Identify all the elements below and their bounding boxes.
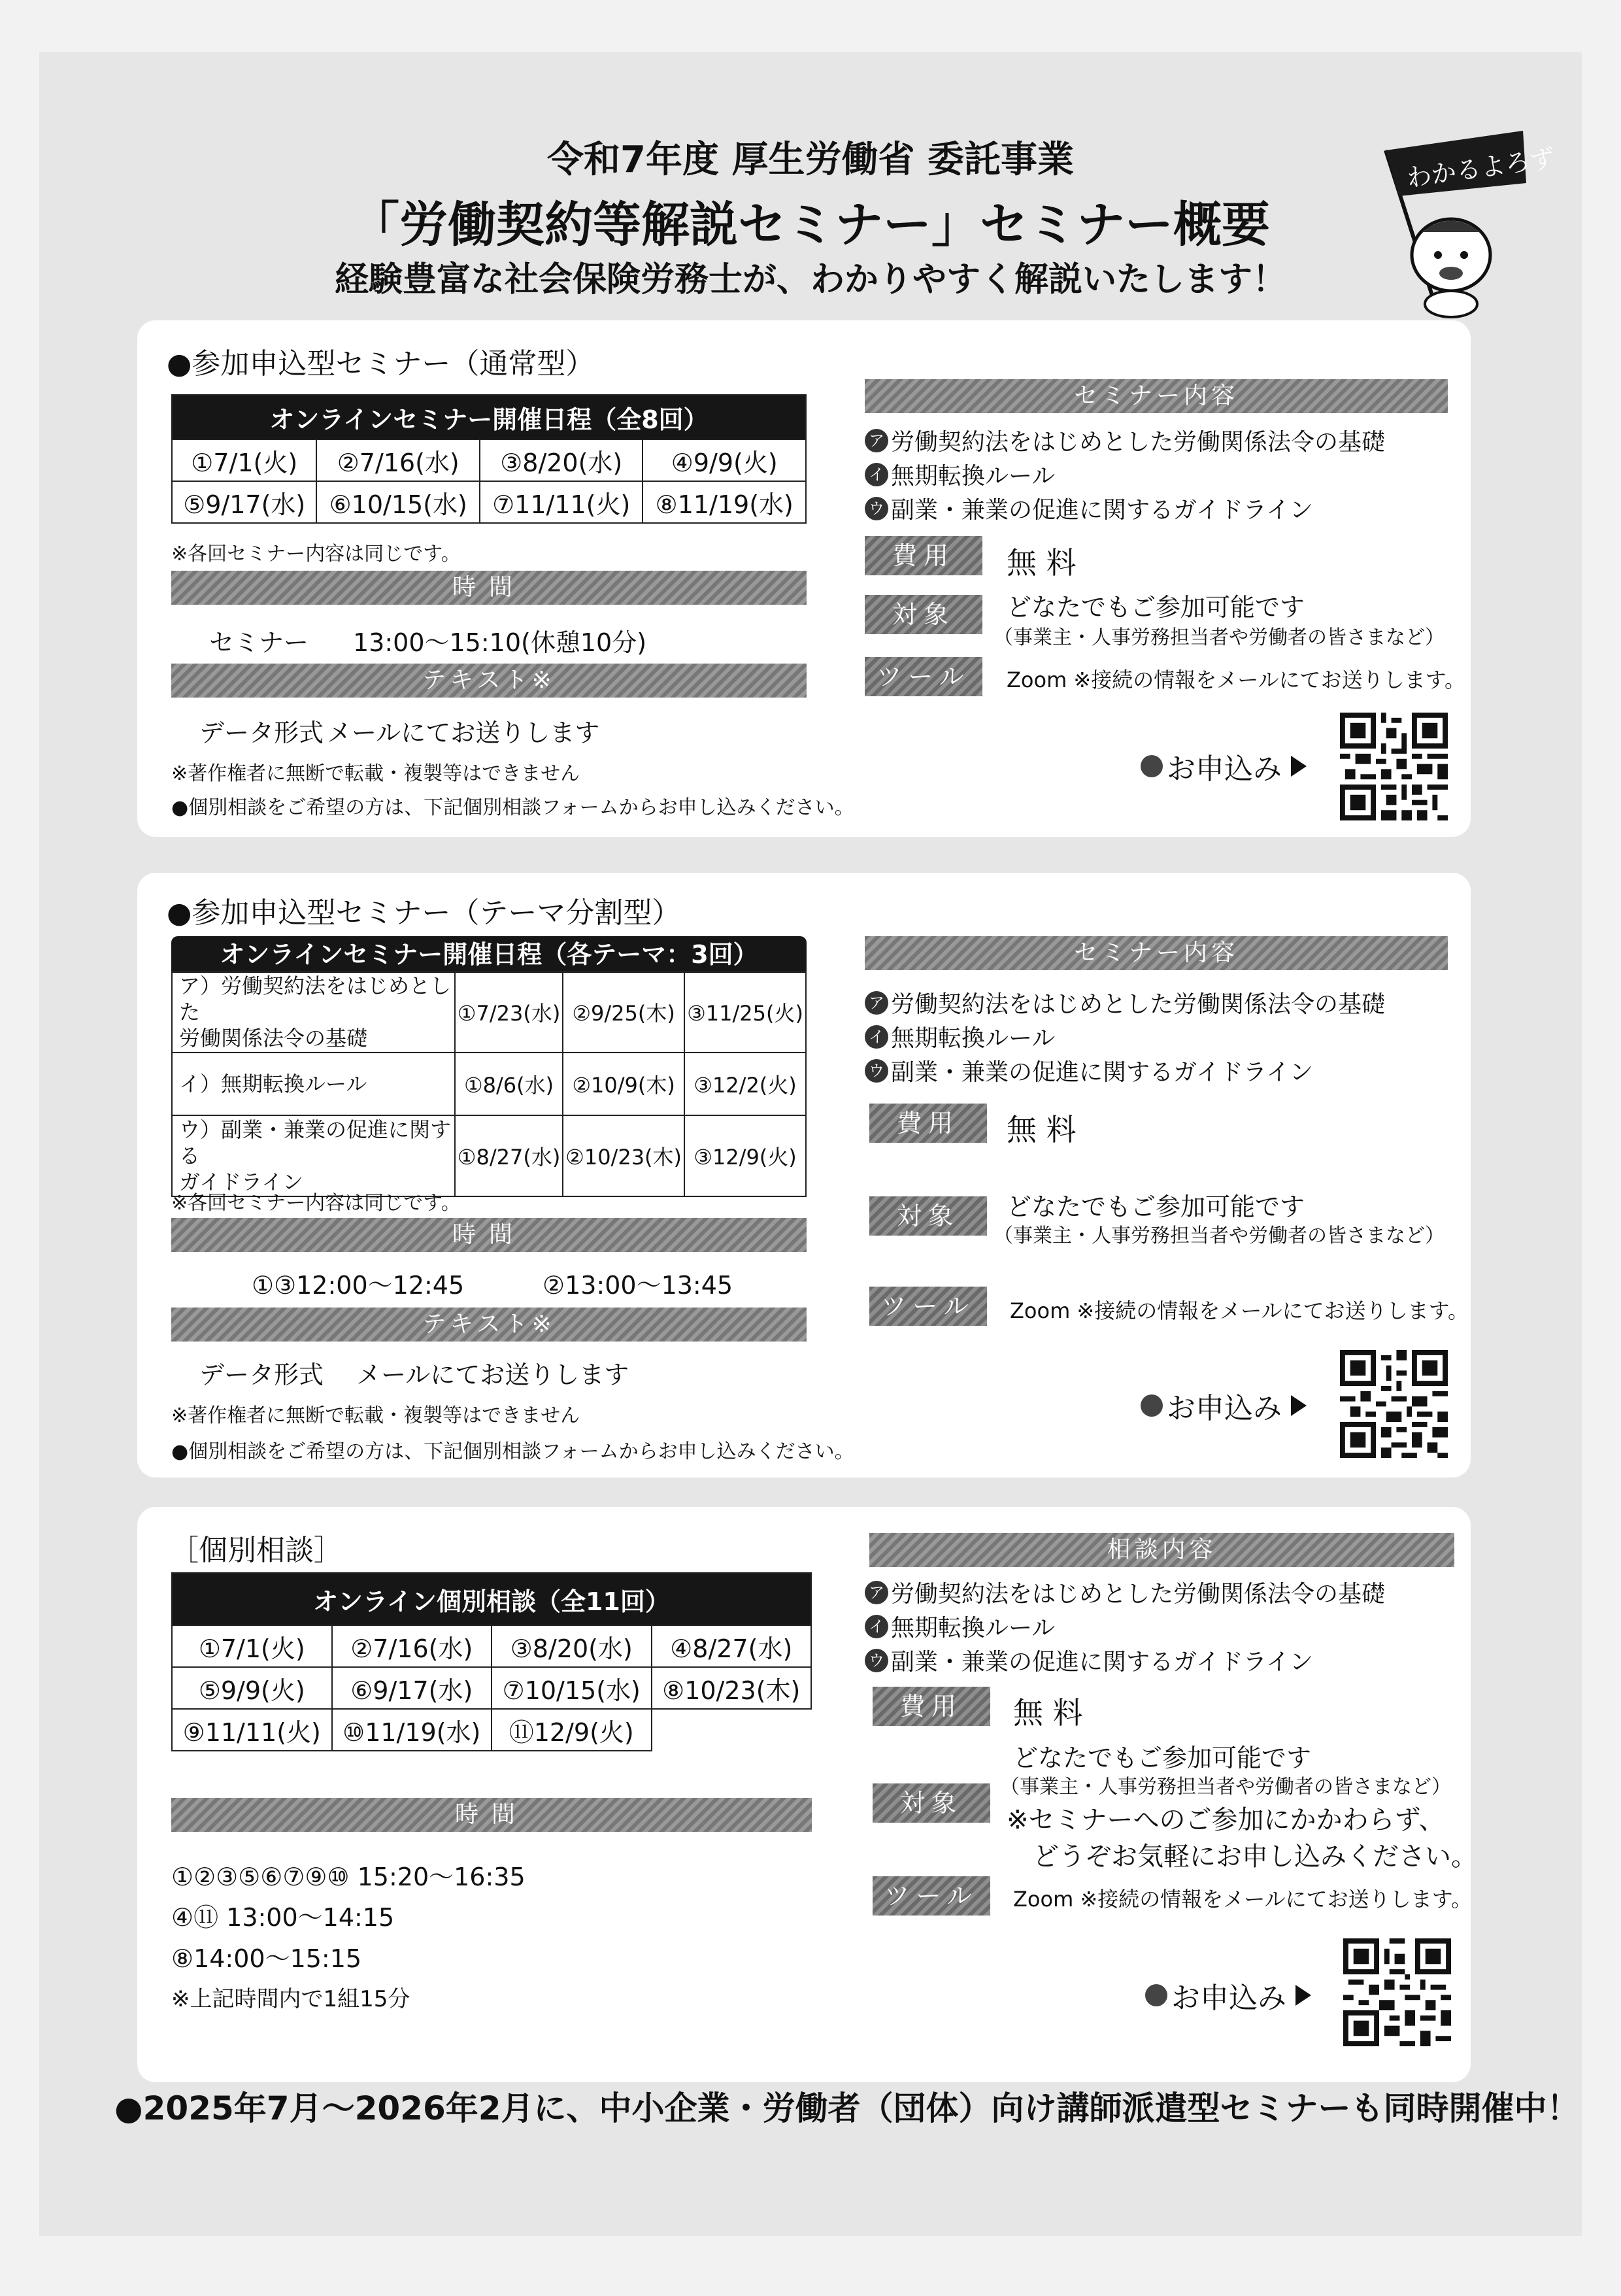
mark-i-icon: イ [865,1615,888,1638]
section2-consult-note: ●個別相談をご希望の方は、下記個別相談フォームからお申し込みください。 [171,1440,854,1463]
mark-u-icon: ウ [865,1649,888,1672]
arrow-right-icon [1291,756,1307,777]
section3-time-note: ※上記時間内で1組15分 [171,1986,410,2012]
section1-time-bar: 時間 [171,571,807,605]
date-cell: ⑧10/23(木) [652,1667,812,1709]
date-cell: ⑤9/9(火) [172,1667,332,1709]
date-cell: ⑥10/15(水) [316,481,480,523]
theme-label: イ）無期転換ルール [172,1053,455,1115]
date-cell: ⑨11/11(火) [172,1709,332,1751]
date-cell: ⑥9/17(水) [332,1667,492,1709]
bullet-icon [1145,1984,1167,2006]
section1-copyright-note: ※著作権者に無断で転載・複製等はできません [171,762,580,785]
content-item [865,492,1313,525]
section1-title: ●参加申込型セミナー（通常型） [167,347,595,380]
section1-consult-note: ●個別相談をご希望の方は、下記個別相談フォームからお申し込みください。 [171,796,854,819]
date-cell: ③8/20(水) [492,1625,652,1667]
content-item [865,1610,1055,1643]
section1-time-label: セミナー [209,628,309,657]
section3-time: ①②③⑤⑥⑦⑨⑩ 15:20～16:35 [171,1863,526,1891]
date-cell: ⑦10/15(水) [492,1667,652,1709]
arrow-right-icon [1295,1985,1311,2006]
date-cell: ①8/6(水) [455,1053,563,1115]
qr-code-icon[interactable] [1340,713,1448,820]
date-cell: ①8/27(水) [455,1115,563,1196]
section1-schedule-table [171,394,807,524]
section3-time: ④⑪ 13:00～14:15 [171,1903,395,1932]
arrow-right-icon [1291,1395,1307,1416]
content-item [865,1576,1385,1609]
empty-cell [652,1709,812,1751]
fee-tag: 費用 [869,1104,987,1143]
target-value: どなたでもご参加可能です [1007,593,1305,622]
section2-text-bar: テキスト※ [171,1308,807,1342]
date-cell: ④9/9(火) [643,439,806,481]
page-title: 「労働契約等解説セミナー」セミナー概要 [351,197,1270,253]
date-cell: ②9/25(木) [563,971,684,1053]
section2-schedule-header: オンラインセミナー開催日程（各テーマ：3回） [171,936,807,973]
target-value: どなたでもご参加可能です [1007,1192,1305,1221]
date-cell: ②7/16(水) [316,439,480,481]
section3-time-bar: 時間 [171,1798,812,1832]
fee-tag: 費用 [873,1687,990,1726]
qr-code-icon[interactable] [1340,1350,1448,1458]
section2-note-same: ※各回セミナー内容は同じです。 [171,1192,461,1215]
content-text: 労働契約法をはじめとした労働関係法令の基礎 [891,991,1386,1018]
date-cell: ②10/23(木) [563,1115,684,1196]
fee-value: 無 料 [1007,1112,1077,1147]
date-cell: ②10/9(木) [563,1053,684,1115]
mark-a-icon: ア [865,991,888,1015]
target-sub: （事業主・人事労務担当者や労働者の皆さまなど） [1000,1776,1451,1798]
section1-data-format-value: メールにてお送りします [327,718,600,747]
section1-data-format-label: データ形式 [199,718,324,747]
content-text: 労働契約法をはじめとした労働関係法令の基礎 [891,1581,1386,1608]
page-subtitle: 経験豊富な社会保険労務士が、わかりやすく解説いたします！ [334,260,1286,299]
date-cell: ①7/1(火) [172,1625,332,1667]
content-text: 副業・兼業の促進に関するガイドライン [891,497,1313,524]
tool-tag: ツール [869,1287,987,1326]
footer-notice: ●2025年7月～2026年2月に、中小企業・労働者（団体）向け講師派遣型セミナーも同時開催中！ [114,2089,1580,2127]
date-cell: ②7/16(水) [332,1625,492,1667]
section2-time2: ②13:00～13:45 [543,1271,733,1300]
content-text: 副業・兼業の促進に関するガイドライン [891,1649,1313,1676]
section2-title: ●参加申込型セミナー（テーマ分割型） [167,896,681,930]
qr-code-icon[interactable] [1343,1938,1451,2046]
tool-tag: ツール [865,657,982,696]
section2-schedule-table [171,971,807,1197]
date-cell: ①7/23(水) [455,971,563,1053]
tool-value: Zoom ※接続の情報をメールにてお送りします。 [1013,1887,1473,1912]
content-text: 労働契約法をはじめとした労働関係法令の基礎 [891,429,1386,456]
mark-i-icon: イ [865,1025,888,1049]
section2-content-bar: セミナー内容 [865,936,1448,970]
date-cell: ⑧11/19(水) [643,481,806,523]
mark-u-icon: ウ [865,497,888,520]
section3-content-bar: 相談内容 [869,1533,1454,1567]
apply-link[interactable] [1141,1385,1307,1427]
tool-tag: ツール [873,1876,990,1916]
target-value: どなたでもご参加可能です [1013,1744,1312,1772]
content-item [865,1054,1313,1087]
content-text: 無期転換ルール [891,1615,1056,1642]
section1-note-same: ※各回セミナー内容は同じです。 [171,543,461,566]
target-tag: 対象 [865,595,982,634]
apply-label: お申込み [1171,1982,1286,2015]
target-sub: （事業主・人事労務担当者や労働者の皆さまなど） [994,1224,1445,1247]
content-item [865,424,1385,457]
mark-a-icon: ア [865,429,888,452]
fee-value: 無 料 [1013,1695,1083,1730]
section3-schedule-header: オンライン個別相談（全11回） [172,1573,811,1625]
bullet-icon [1141,1394,1163,1417]
mark-u-icon: ウ [865,1059,888,1083]
fee-tag: 費用 [865,536,982,575]
target-tag: 対象 [869,1196,987,1236]
date-cell: ④8/27(水) [652,1625,812,1667]
apply-link[interactable] [1141,745,1307,787]
fee-value: 無 料 [1007,545,1077,581]
content-item [865,458,1055,491]
mark-i-icon: イ [865,463,888,486]
content-item [865,1644,1313,1677]
header-line1: 令和7年度 厚生労働省 委託事業 [547,139,1074,181]
mascot-flag-text: わかるよろず [1405,143,1557,193]
theme-label: ウ）副業・兼業の促進に関する ガイドライン [172,1115,455,1196]
date-cell: ③12/2(火) [684,1053,806,1115]
section2-copyright-note: ※著作権者に無断で転載・複製等はできません [171,1404,580,1427]
date-cell: ⑦11/11(火) [480,481,643,523]
content-item [865,1020,1055,1053]
bullet-icon [1141,755,1163,777]
date-cell: ⑤9/17(水) [172,481,316,523]
section2-time1: ①③12:00～12:45 [252,1271,465,1300]
section2-data-format-value: メールにてお送りします [356,1360,629,1389]
date-cell: ①7/1(火) [172,439,316,481]
tool-value: Zoom ※接続の情報をメールにてお送りします。 [1010,1298,1469,1323]
content-text: 無期転換ルール [891,1025,1056,1052]
section3-title: ［個別相談］ [170,1534,343,1567]
target-tag: 対象 [873,1783,990,1823]
apply-label: お申込み [1167,752,1282,786]
target-extra: ※セミナーへのご参加にかかわらず、 [1007,1805,1445,1835]
section1-schedule-header: オンラインセミナー開催日程（全8回） [172,395,806,439]
target-sub: （事業主・人事労務担当者や労働者の皆さまなど） [994,626,1445,649]
theme-label: ア）労働契約法をはじめとした 労働関係法令の基礎 [172,971,455,1053]
content-text: 副業・兼業の促進に関するガイドライン [891,1059,1313,1086]
target-extra: どうぞお気軽にお申し込みください。 [1033,1842,1477,1872]
date-cell: ⑪12/9(火) [492,1709,652,1751]
content-item [865,986,1385,1019]
section1-content-bar: セミナー内容 [865,379,1448,413]
section3-schedule-table [171,1572,812,1751]
apply-link[interactable] [1145,1974,1311,2016]
section2-data-format-label: データ形式 [199,1360,324,1389]
date-cell: ③11/25(火) [684,971,806,1053]
tool-value: Zoom ※接続の情報をメールにてお送りします。 [1007,667,1466,692]
apply-label: お申込み [1167,1392,1282,1425]
section3-time: ⑧14:00～15:15 [171,1944,362,1973]
date-cell: ③12/9(火) [684,1115,806,1196]
section1-time-value: 13:00～15:10(休憩10分) [353,628,647,657]
date-cell: ⑩11/19(水) [332,1709,492,1751]
date-cell: ③8/20(水) [480,439,643,481]
mascot-illustration [1360,124,1557,320]
section1-text-bar: テキスト※ [171,664,807,698]
mark-a-icon: ア [865,1581,888,1604]
section2-time-bar: 時間 [171,1218,807,1252]
content-text: 無期転換ルール [891,463,1056,490]
